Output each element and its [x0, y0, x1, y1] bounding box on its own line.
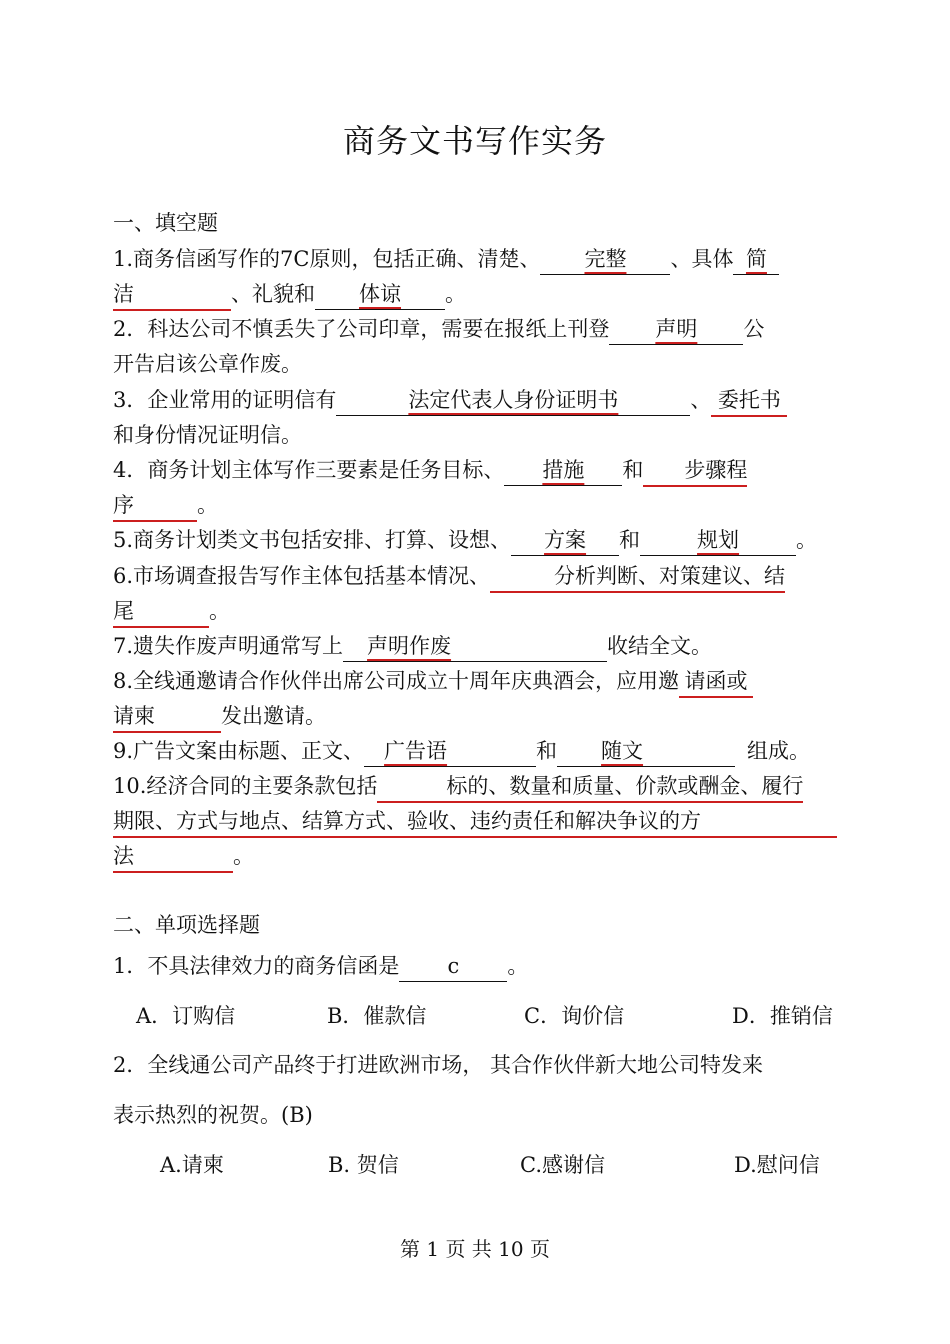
- section1-heading: 一、填空题: [113, 211, 218, 235]
- section2-heading: 二、单项选择题: [113, 913, 260, 937]
- q8-answer: 请函或: [679, 666, 753, 698]
- document-title: 商务文书写作实务: [342, 122, 607, 160]
- q7-line: 7.遗失作废声明通常写上 声明作废 收结全文。: [113, 631, 712, 662]
- page-footer: 第 1 页 共 10 页: [400, 1237, 550, 1261]
- mc-q1-option-b: B．催款信: [327, 1004, 427, 1028]
- q9-answer-2: 随文: [601, 739, 644, 763]
- q10-line2: 期限、方式与地点、结算方式、验收、违约责任和解决争议的方: [113, 806, 837, 838]
- q3-line1: 3．企业常用的证明信有 法定代表人身份证明书 、 委托书: [113, 385, 787, 417]
- q7-answer: 声明作废: [367, 634, 452, 658]
- q8-line2: 请柬 发出邀请。: [113, 701, 326, 733]
- q4-line2: 序 。: [113, 490, 218, 522]
- q9-line: 9.广告文案由标题、正文、 广告语 和 随文 组成。: [113, 736, 810, 767]
- q1-answer-2: 简: [745, 247, 767, 271]
- mc-q2-option-d: D.慰问信: [734, 1153, 820, 1177]
- q10-line1: 10.经济合同的主要条款包括 标的、数量和质量、价款或酬金、履行: [113, 771, 803, 803]
- q2-line1: 2．科达公司不慎丢失了公司印章，需要在报纸上刊登 声明 公: [113, 314, 764, 345]
- q1-line1: 1.商务信函写作的7C原则，包括正确、清楚、 完整 、具体 简: [113, 244, 779, 275]
- mc-q1-option-a: A．订购信: [136, 1004, 236, 1028]
- q5-answer-2: 规划: [697, 528, 740, 552]
- mc-q2-line1: 2．全线通公司产品终于打进欧洲市场， 其合作伙伴新大地公司特发来: [113, 1053, 764, 1077]
- q1-line2: 洁 、礼貌和 体谅 。: [113, 279, 466, 311]
- mc-q2-option-b: B. 贺信: [328, 1153, 399, 1177]
- mc-q1: 1．不具法律效力的商务信函是 c 。: [113, 951, 528, 982]
- mc-q2-line2: 表示热烈的祝贺。(B): [113, 1103, 313, 1127]
- q4-line1: 4．商务计划主体写作三要素是任务目标、 措施 和 步骤程: [113, 455, 747, 487]
- q1-answer-1: 完整: [584, 247, 627, 271]
- mc-q1-option-d: D．推销信: [732, 1004, 833, 1028]
- q4-answer-2: 步骤程: [643, 455, 747, 487]
- q9-answer-1: 广告语: [384, 739, 448, 763]
- q1-answer-3: 体谅: [359, 282, 401, 306]
- q3-answer-1: 法定代表人身份证明书: [408, 388, 619, 412]
- mc-q2-option-a: A.请柬: [160, 1153, 224, 1177]
- mc-q2-option-c: C.感谢信: [520, 1153, 605, 1177]
- q10-line3: 法 。: [113, 841, 254, 873]
- q8-line1: 8.全线通邀请合作伙伴出席公司成立十周年庆典酒会，应用邀 请函或: [113, 666, 753, 698]
- q3-answer-2: 委托书: [711, 385, 787, 417]
- q10-answer: 标的、数量和质量、价款或酬金、履行: [377, 771, 803, 803]
- q3-line2: 和身份情况证明信。: [113, 423, 302, 447]
- q5-line: 5.商务计划类文书包括安排、打算、设想、 方案 和 规划 。: [113, 525, 817, 556]
- q2-answer: 声明: [655, 317, 698, 341]
- q5-answer-1: 方案: [544, 528, 587, 552]
- mc-q1-option-c: C．询价信: [524, 1004, 625, 1028]
- q6-line2: 尾 。: [113, 596, 230, 628]
- q2-line2: 开告启该公章作废。: [113, 352, 302, 376]
- q6-answer: 分析判断、对策建议、结: [490, 561, 785, 593]
- q4-answer-1: 措施: [542, 458, 585, 482]
- q6-line1: 6.市场调查报告写作主体包括基本情况、 分析判断、对策建议、结: [113, 561, 785, 593]
- mc-q1-answer: c: [399, 951, 507, 982]
